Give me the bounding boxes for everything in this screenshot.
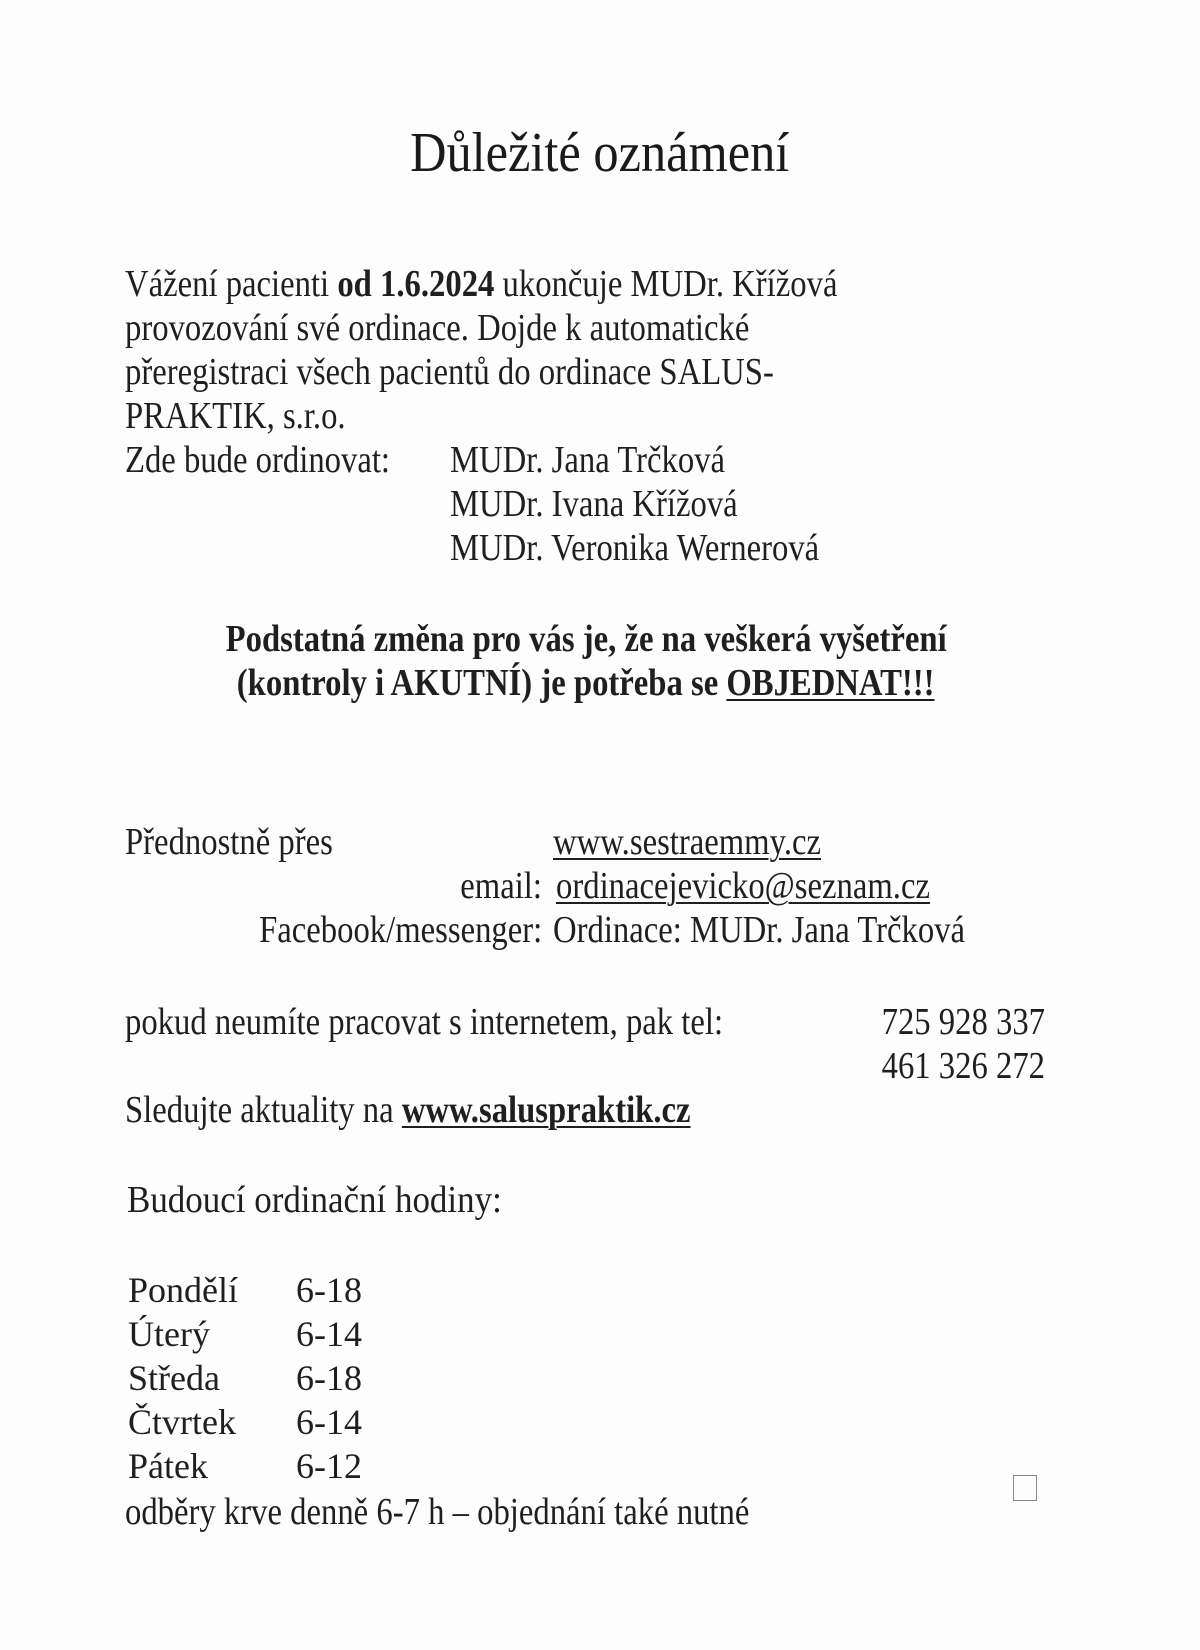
- facebook-label: Facebook/messenger:: [258, 909, 542, 951]
- hours-time: 6-18: [296, 1358, 362, 1398]
- doctor-name: MUDr. Ivana Křížová: [450, 483, 738, 525]
- page-title: Důležité oznámení: [410, 122, 790, 184]
- hours-day: Pátek: [128, 1446, 208, 1486]
- intro-line-1: Vážení pacienti od 1.6.2024 ukončuje MUDr. Křížová: [125, 263, 838, 305]
- important-notice-line-1: Podstatná změna pro vás je, že na veškerá vyšetření: [225, 618, 947, 660]
- email-link[interactable]: ordinacejevicko@seznam.cz: [556, 865, 930, 907]
- news-line: Sledujte aktuality na www.saluspraktik.cz: [125, 1089, 691, 1131]
- doctor-name: MUDr. Jana Trčková: [450, 439, 726, 481]
- phone-text: pokud neumíte pracovat s internetem, pak tel:: [125, 1001, 724, 1043]
- hours-time: 6-14: [296, 1402, 362, 1442]
- website-link[interactable]: www.sestraemmy.cz: [553, 821, 822, 863]
- intro-line-4: PRAKTIK, s.r.o.: [125, 395, 346, 437]
- hours-time: 6-18: [296, 1270, 362, 1310]
- hours-time: 6-14: [296, 1314, 362, 1354]
- intro-line-3: přeregistraci všech pacientů do ordinace SALUS-: [125, 351, 774, 393]
- hours-day: Úterý: [128, 1314, 210, 1354]
- intro-line-2: provozování své ordinace. Dojde k automatické: [125, 307, 750, 349]
- hours-day: Čtvrtek: [128, 1402, 236, 1442]
- hours-time: 6-12: [296, 1446, 362, 1486]
- facebook-value: Ordinace: MUDr. Jana Trčková: [553, 909, 966, 951]
- email-label: email:: [460, 865, 542, 907]
- phone-number: 725 928 337: [881, 1001, 1045, 1043]
- hours-heading: Budoucí ordinační hodiny:: [127, 1179, 502, 1221]
- order-required-emphasis: OBJEDNAT!!!: [726, 662, 935, 704]
- effective-date: od 1.6.2024: [337, 263, 495, 305]
- hours-day: Středa: [128, 1358, 220, 1398]
- doctors-label: Zde bude ordinovat:: [125, 439, 391, 481]
- blood-draw-note: odběry krve denně 6-7 h – objednání také nutné: [125, 1491, 750, 1533]
- doctor-name: MUDr. Veronika Wernerová: [450, 527, 820, 569]
- checkbox-square[interactable]: [1013, 1475, 1037, 1501]
- hours-day: Pondělí: [128, 1270, 239, 1310]
- important-notice-line-2: (kontroly i AKUTNÍ) je potřeba se OBJEDNAT!!!: [237, 662, 935, 704]
- salus-website-link[interactable]: www.saluspraktik.cz: [401, 1089, 691, 1131]
- phone-number: 461 326 272: [881, 1045, 1045, 1087]
- preferred-label: Přednostně přes: [125, 821, 333, 863]
